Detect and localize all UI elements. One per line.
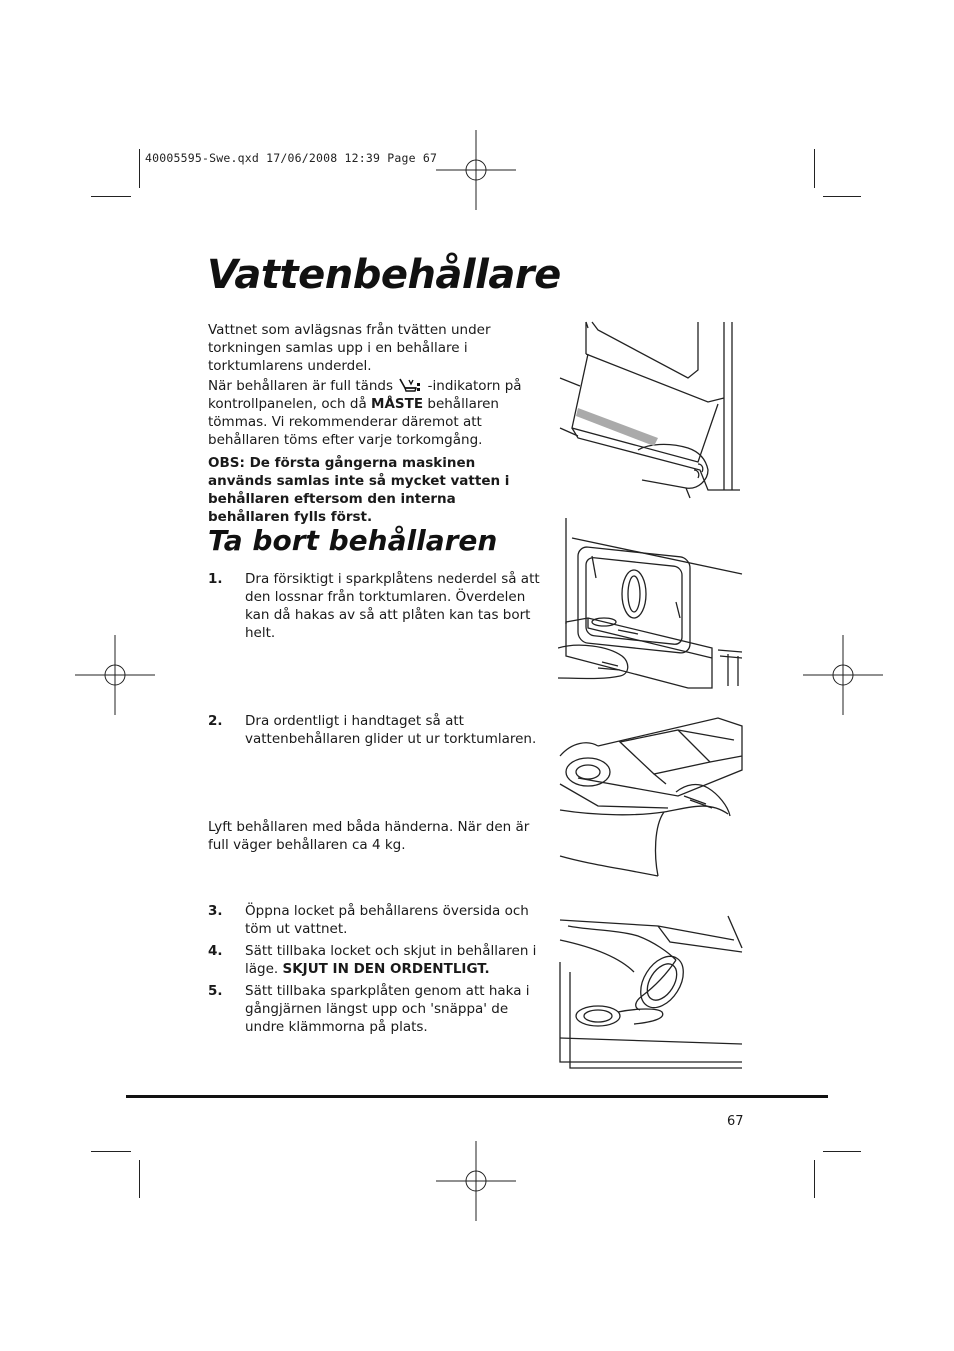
registration-mark-icon [75, 635, 155, 715]
step-text: Öppna locket på behållarens översida och töm ut vattnet. [245, 903, 529, 937]
step-number: 3. [208, 903, 223, 919]
indicator-paragraph [208, 377, 538, 449]
step-number: 1. [208, 571, 223, 587]
step-number: 5. [208, 983, 223, 999]
registration-mark-icon [436, 1141, 516, 1221]
illustration-empty-container [558, 912, 744, 1074]
intro-paragraph: Vattnet som avlägsnas från tvätten under torkningen samlas upp i en behållare i torktumlarens underdel. [208, 322, 491, 374]
indicator-text-mid: -indikatorn på kontrollpanelen, och då [208, 378, 522, 412]
lift-note: Lyft behållaren med båda händerna. När den är full väger behållaren ca 4 kg. [208, 819, 530, 853]
water-container-indicator-icon [397, 377, 423, 393]
indicator-text-after: behållaren tömmas. Vi rekommenderar däremot att behållaren töms efter varje torkomgång. [208, 396, 499, 448]
step-text-bold: SKJUT IN DEN ORDENTLIGT. [282, 961, 490, 977]
page-title: Vattenbehållare [207, 252, 561, 298]
crop-mark [139, 1160, 140, 1198]
step-number: 4. [208, 943, 223, 959]
step-number: 2. [208, 713, 223, 729]
section-title: Ta bort behållaren [208, 524, 498, 557]
crop-mark [139, 149, 140, 188]
step-text: Dra ordentligt i handtaget så att vattenbehållaren glider ut ur torktumlaren. [245, 713, 537, 747]
illustration-remove-kickplate [558, 320, 744, 502]
step-text: Sätt tillbaka sparkplåten genom att haka i gångjärnen längst upp och 'snäppa' de undre klämmorna på plats. [245, 983, 530, 1035]
obs-note: OBS: De första gångerna maskinen används samlas inte så mycket vatten i behållaren eftersom den interna behållaren fylls först. [208, 455, 510, 525]
crop-mark [823, 196, 861, 197]
print-slug: 40005595-Swe.qxd 17/06/2008 12:39 Page 67 [145, 151, 438, 165]
illustration-lift-container [558, 716, 744, 880]
crop-mark [814, 149, 815, 188]
crop-mark [91, 1151, 131, 1152]
page-number: 67 [727, 1114, 744, 1129]
registration-mark-icon [436, 130, 516, 210]
step-text: Dra försiktigt i sparkplåtens nederdel så att den lossnar från torktumlaren. Överdelen kan då hakas av så att plåten kan tas bort helt. [245, 571, 540, 641]
crop-mark [814, 1160, 815, 1198]
step-text-regular: Sätt tillbaka locket och skjut in behållaren i läge. [245, 943, 537, 977]
indicator-text-bold: MÅSTE [371, 396, 424, 412]
step-text [245, 942, 545, 978]
indicator-text-before: När behållaren är full tänds [208, 378, 394, 394]
illustration-pull-container [558, 518, 744, 700]
registration-mark-icon [803, 635, 883, 715]
crop-mark [91, 196, 131, 197]
crop-mark [823, 1151, 861, 1152]
footer-rule [126, 1095, 828, 1098]
